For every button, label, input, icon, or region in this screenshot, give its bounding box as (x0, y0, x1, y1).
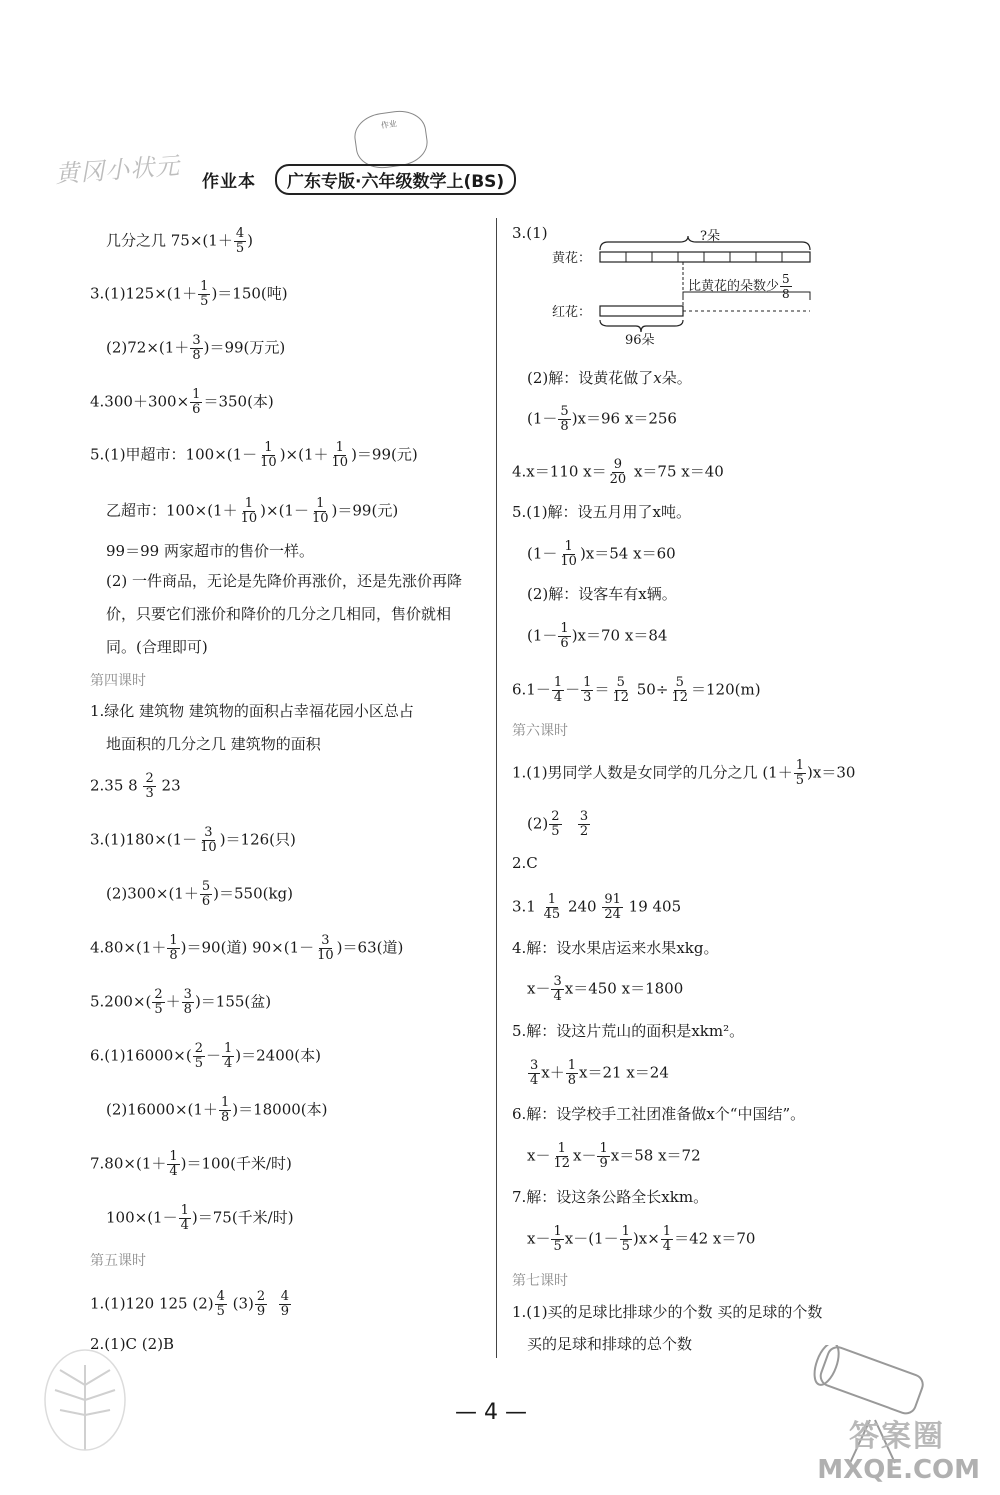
stamp-icon (352, 107, 431, 171)
answer-line: (2)解：设黄花做了x朵。 (527, 369, 692, 387)
brand-logo: 黄冈小状元 (54, 151, 181, 189)
diagram-red-label: 红花： (552, 305, 592, 320)
answer-line: 6.(1)16000×( $\frac{2}{5}$ － $\frac{1}{4}$ )＝2400(本) (90, 1041, 322, 1071)
answer-line: (2) 一件商品，无论是先降价再涨价，还是先涨价再降 (106, 572, 463, 590)
diagram-note: 比黄花的朵数少 $\frac{5}{8}$ (688, 272, 790, 301)
answer-line: x－ $\frac{3}{4}$ x＝450 x＝1800 (527, 974, 684, 1004)
book-subtitle: 广东专版·六年级数学上(BS) (275, 164, 516, 195)
page-number: — 4 — (455, 1400, 527, 1425)
answer-line: (1－ $\frac{5}{8}$ )x＝96 x＝256 (527, 404, 677, 434)
answer-line: 5.解：设这片荒山的面积是xkm²。 (512, 1022, 745, 1040)
answer-line: 3.1 $\frac{1}{45}$ 240 $\frac{91}{24}$ 19 405 (512, 892, 682, 922)
answer-line: 2.(1)C (2)B (90, 1335, 175, 1353)
watermark-logo: 答案圈 (849, 1419, 945, 1454)
answer-line: 5.(1)甲超市：100×(1－ $\frac{1}{10}$ )×(1＋ $\frac{1}{10}$ )＝99(元) (90, 440, 418, 470)
answer-line: 1.(1)男同学人数是女同学的几分之几 (1＋ $\frac{1}{5}$ )x＝30 (512, 758, 856, 788)
answer-line: (2)72×(1＋ $\frac{3}{8}$ )＝99(万元) (106, 333, 286, 363)
book-title: 作业本 (202, 172, 256, 192)
answer-line: 价，只要它们涨价和降价的几分之几相同，售价就相 (106, 605, 452, 623)
answer-line: x－ $\frac{1}{12}$ x－ $\frac{1}{9}$ x＝58 x＝72 (527, 1141, 701, 1171)
diagram-total-label: ?朵 (700, 229, 720, 244)
answer-line: $\frac{3}{4}$ x＋ $\frac{1}{8}$ x＝21 x＝24 (530, 1058, 669, 1088)
answer-line: 7.解：设这条公路全长xkm。 (512, 1188, 709, 1206)
answer-line: (1－ $\frac{1}{10}$ )x＝54 x＝60 (527, 539, 676, 569)
answer-line: 同。(合理即可) (106, 638, 208, 656)
section-heading: 第六课时 (512, 723, 568, 739)
answer-line: 3.(1)180×(1－ $\frac{3}{10}$ )＝126(只) (90, 825, 296, 855)
answer-line: (1－ $\frac{1}{6}$ )x＝70 x＝84 (527, 621, 668, 651)
answer-line: 6.1－ $\frac{1}{4}$ － $\frac{1}{3}$ ＝ $\frac{5}{12}$ 50÷ $\frac{5}{12}$ ＝120(m) (512, 675, 761, 705)
section-heading: 第五课时 (90, 1253, 146, 1269)
answer-line: 乙超市：100×(1＋ $\frac{1}{10}$ )×(1－ $\frac{1}{10}$ )＝99(元) (106, 496, 399, 526)
answer-line: 地面积的几分之几 建筑物的面积 (106, 735, 321, 753)
answer-line: (2) $\frac{2}{5}$ $\frac{3}{2}$ (527, 809, 589, 839)
answer-line: 5.200×( $\frac{2}{5}$ ＋ $\frac{3}{8}$ )＝155(盆) (90, 987, 272, 1017)
answer-line: 5.(1)解：设五月用了x吨。 (512, 503, 692, 521)
leaf-decoration-icon (30, 1345, 140, 1455)
answer-line: 1.(1)买的足球比排球少的个数 买的足球的个数 (512, 1303, 823, 1321)
answer-line: 6.解：设学校手工社团准备做x个“中国结”。 (512, 1105, 806, 1123)
answer-line: (2)16000×(1＋ $\frac{1}{8}$ )＝18000(本) (106, 1095, 328, 1125)
answer-line: 2.C (512, 854, 538, 872)
answer-line: (2)解：设客车有x辆。 (527, 585, 677, 603)
page-header (55, 112, 555, 202)
answer-line: 99＝99 两家超市的售价一样。 (106, 542, 314, 560)
answer-line: 4.x＝110 x＝ $\frac{9}{20}$ x＝75 x＝40 (512, 457, 724, 487)
answer-line: 7.80×(1＋ $\frac{1}{4}$ )＝100(千米/时) (90, 1149, 292, 1179)
answer-line: (2)300×(1＋ $\frac{5}{6}$ )＝550(kg) (106, 879, 294, 909)
column-divider (496, 218, 497, 1358)
diagram-yellow-label: 黄花： (552, 251, 592, 266)
section-heading: 第四课时 (90, 673, 146, 689)
answer-line: 3.(1)125×(1＋ $\frac{1}{5}$ )＝150(吨) (90, 279, 288, 309)
answer-line: 4.解：设水果店运来水果xkg。 (512, 939, 719, 957)
answer-line: x－ $\frac{1}{5}$ x－(1－ $\frac{1}{5}$ )x× $\frac{1}{4}$ ＝42 x＝70 (527, 1224, 756, 1254)
diagram-red-value: 96朵 (625, 333, 655, 348)
section-heading: 第七课时 (512, 1273, 568, 1289)
watermark-url: MXQE.COM (817, 1455, 980, 1485)
stamp-text: 作业 (380, 119, 398, 131)
answer-line: 4.300＋300× $\frac{1}{6}$ ＝350(本) (90, 387, 274, 417)
answer-line: 100×(1－ $\frac{1}{4}$ )＝75(千米/时) (106, 1203, 294, 1233)
answer-line: 几分之几 75×(1＋ $\frac{4}{5}$ ) (106, 226, 253, 256)
answer-line: 2.35 8 $\frac{2}{3}$ 23 (90, 771, 181, 801)
answer-line: 1.绿化 建筑物 建筑物的面积占幸福花园小区总占 (90, 702, 414, 720)
answer-line: 1.(1)120 125 (2) $\frac{4}{5}$ (3) $\frac{2}{9}$ $\frac{4}{9}$ (90, 1289, 290, 1319)
answer-line: 买的足球和排球的总个数 (527, 1335, 693, 1353)
answer-line: 4.80×(1＋ $\frac{1}{8}$ )＝90(道) 90×(1－ $\frac{3}{10}$ )＝63(道) (90, 933, 404, 963)
answer-line: 3.(1) (512, 224, 548, 242)
